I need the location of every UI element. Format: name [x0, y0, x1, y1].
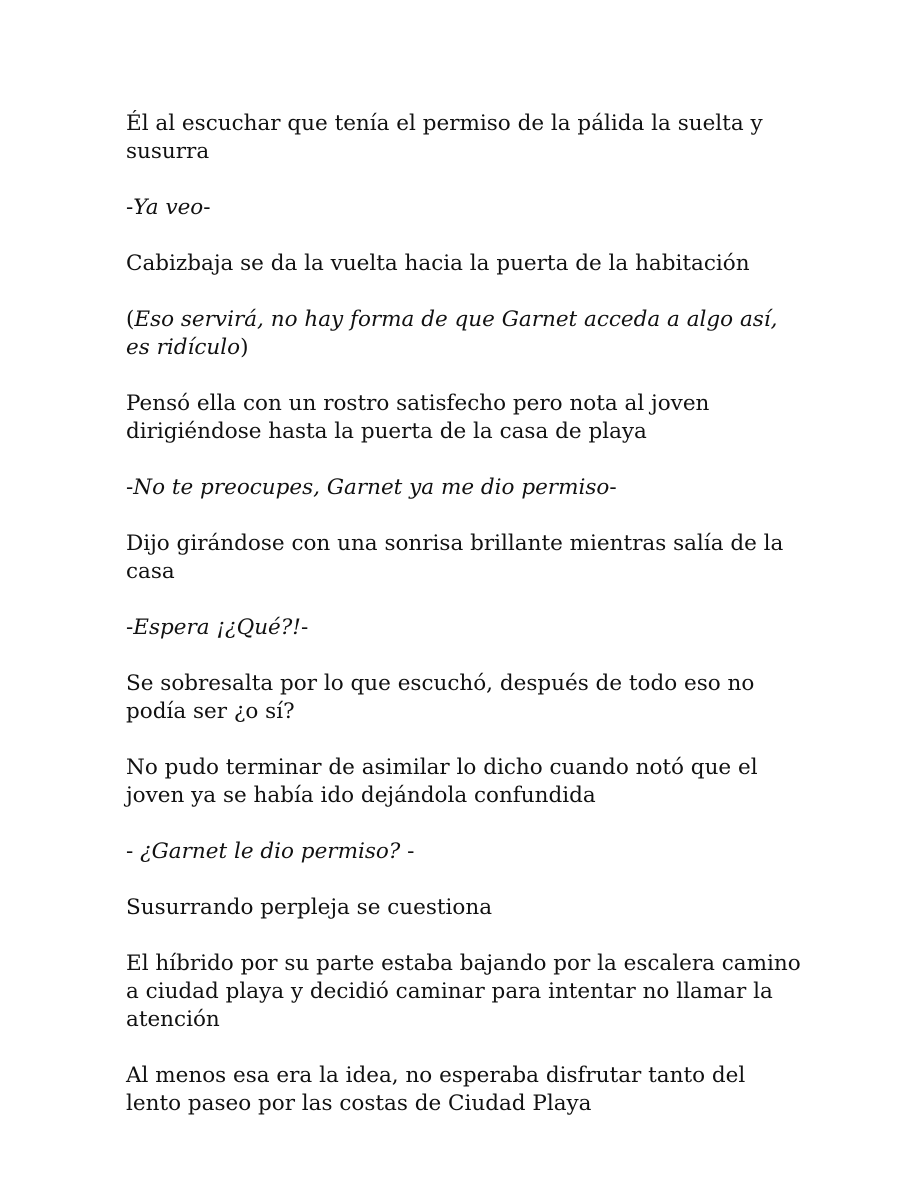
dialogue-suffix: -	[400, 839, 415, 864]
paragraph-10: No pudo terminar de asimilar lo dicho cuando notó que el joven ya se había ido dejándola confundida	[126, 755, 758, 808]
dialogue-suffix: -	[300, 615, 309, 640]
paragraph-12: Susurrando perpleja se cuestiona	[126, 895, 493, 920]
dialogue-4	[126, 838, 806, 866]
dialogue-prefix: -	[126, 195, 134, 220]
dialogue-prefix: -	[126, 475, 134, 500]
thought-text: Eso servirá, no hay forma de que Garnet acceda a algo así, es ridículo	[126, 307, 778, 360]
paragraph-3: Cabizbaja se da la vuelta hacia la puerta de la habitación	[126, 251, 750, 276]
dialogue-text: Espera ¡¿Qué?!	[133, 615, 301, 640]
dialogue-text: No te preocupes, Garnet ya me dio permiso	[133, 475, 610, 500]
dialogue-2	[126, 474, 806, 502]
dialogue-1	[126, 194, 806, 222]
dialogue-suffix: -	[609, 475, 617, 500]
dialogue-text: ¿Garnet le dio permiso?	[140, 839, 401, 864]
paragraph-14: Al menos esa era la idea, no esperaba disfrutar tanto del lento paseo por las costas de Ciudad Playa	[126, 1063, 746, 1116]
paragraph-5: Pensó ella con un rostro satisfecho pero nota al joven dirigiéndose hasta la puerta de la casa de playa	[126, 391, 710, 444]
dialogue-suffix: -	[203, 195, 211, 220]
paragraph-7: Dijo girándose con una sonrisa brillante mientras salía de la casa	[126, 531, 784, 584]
paragraph-13: El híbrido por su parte estaba bajando por la escalera camino a ciudad playa y decidió caminar para intentar no llamar la atención	[126, 951, 801, 1032]
thought-suffix: )	[240, 335, 249, 360]
dialogue-3	[126, 614, 806, 642]
dialogue-text: Ya veo	[133, 195, 204, 220]
dialogue-prefix: -	[126, 839, 141, 864]
thought-1	[126, 306, 806, 362]
dialogue-prefix: -	[126, 615, 134, 640]
paragraph-9: Se sobresalta por lo que escuchó, después de todo eso no podía ser ¿o sí?	[126, 671, 755, 724]
paragraph-1: Él al escuchar que tenía el permiso de la pálida la suelta y susurra	[126, 111, 763, 164]
thought-prefix: (	[126, 307, 135, 332]
document-page	[126, 110, 806, 1146]
